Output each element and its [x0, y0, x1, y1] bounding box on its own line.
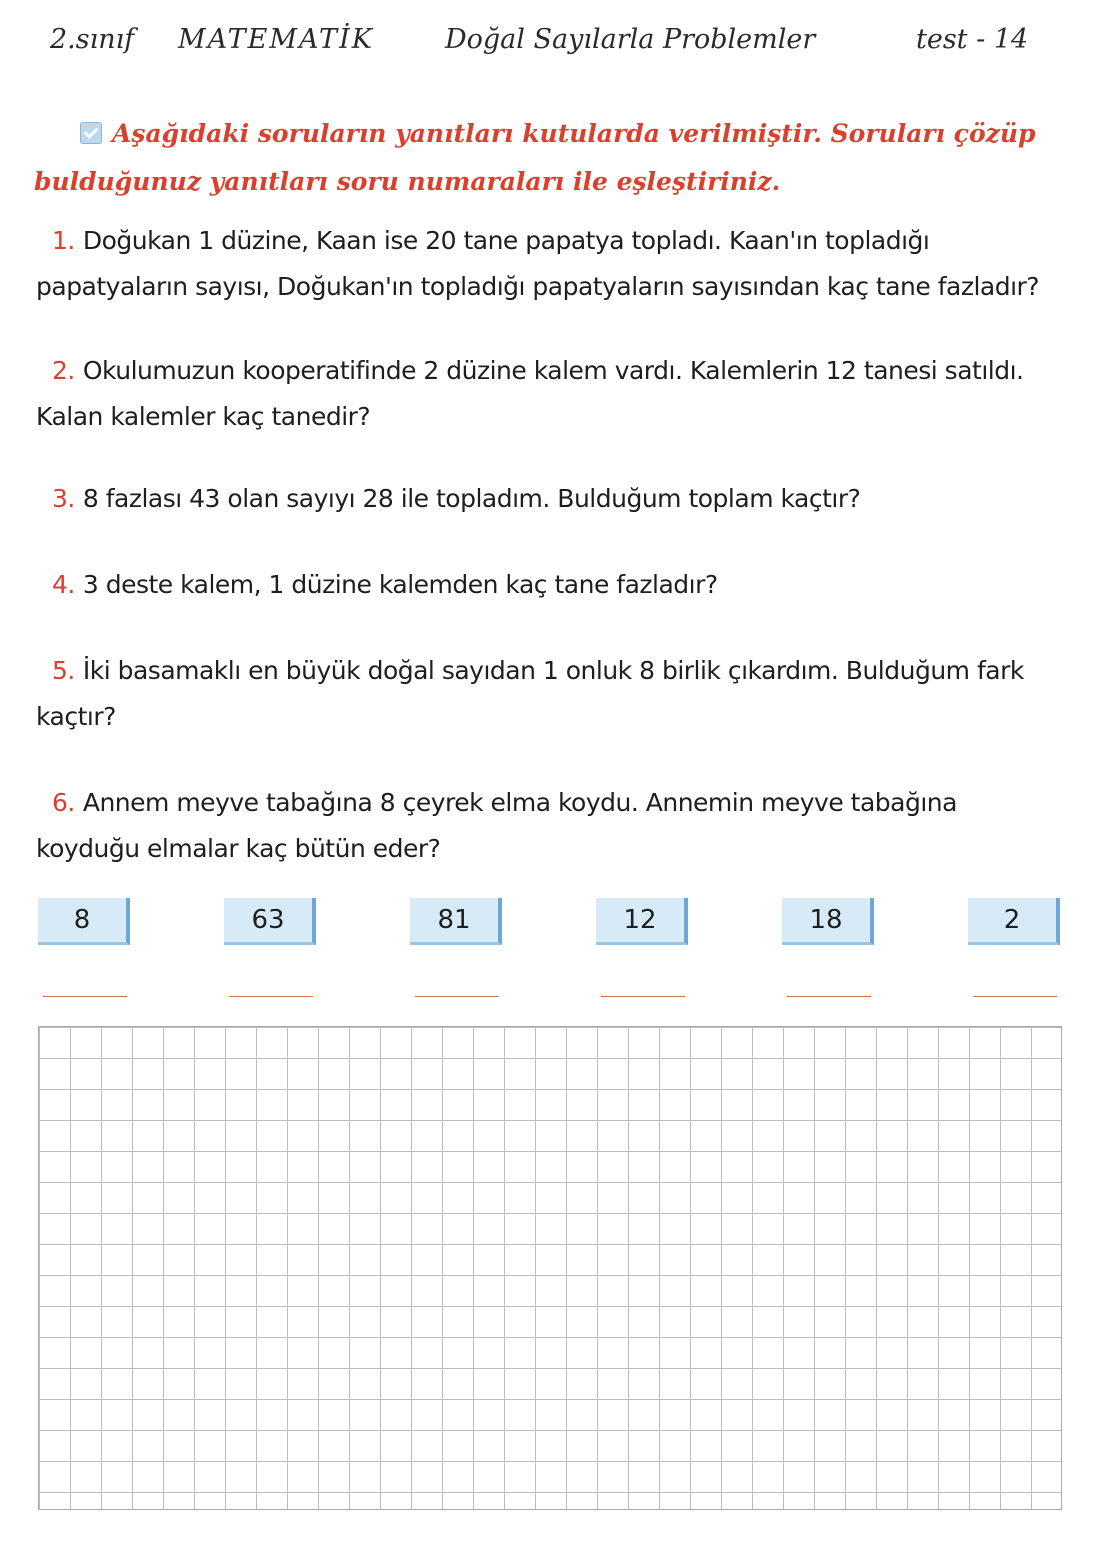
question-number: 5.: [52, 656, 75, 685]
answer-box-3: 81: [410, 898, 502, 945]
question-number: 6.: [52, 788, 75, 817]
topic-label: Doğal Sayılarla Problemler: [445, 24, 816, 55]
instruction-text: Aşağıdaki soruların yanıtları kutularda verilmiştir. Soruları çözüp bulduğunuz yanıtları soru numaraları ile eşleştiriniz.: [34, 119, 1036, 196]
answer-blank-5[interactable]: [787, 996, 871, 997]
answer-blank-4[interactable]: [601, 996, 685, 997]
subject-label: MATEMATİK: [178, 24, 374, 55]
answer-box-6: 2: [968, 898, 1060, 945]
instruction: [34, 110, 1074, 206]
question-5: [36, 648, 1066, 740]
question-6: [36, 780, 1066, 872]
question-text: Doğukan 1 düzine, Kaan ise 20 tane papatya topladı. Kaan'ın topladığı papatyaların sayısı, Doğukan'ın topladığı papatyaların sayısından kaç tane fazladır?: [36, 226, 1040, 301]
question-text: Okulumuzun kooperatifinde 2 düzine kalem vardı. Kalemlerin 12 tanesi satıldı. Kalan kalemler kaç tanedir?: [36, 356, 1024, 431]
question-number: 1.: [52, 226, 75, 255]
test-number-label: test - 14: [916, 24, 1029, 55]
question-4: [36, 562, 1066, 608]
question-text: 3 deste kalem, 1 düzine kalemden kaç tane fazladır?: [82, 570, 718, 599]
checkbox-icon: [80, 122, 102, 144]
question-number: 3.: [52, 484, 75, 513]
answer-box-2: 63: [224, 898, 316, 945]
question-number: 4.: [52, 570, 75, 599]
answer-blank-3[interactable]: [415, 996, 499, 997]
scratch-grid: [38, 1026, 1062, 1510]
question-1: [36, 218, 1066, 310]
question-text: Annem meyve tabağına 8 çeyrek elma koydu. Annemin meyve tabağına koyduğu elmalar kaç bütün eder?: [36, 788, 957, 863]
question-number: 2.: [52, 356, 75, 385]
answer-box-4: 12: [596, 898, 688, 945]
question-text: 8 fazlası 43 olan sayıyı 28 ile topladım. Bulduğum toplam kaçtır?: [82, 484, 861, 513]
answer-box-1: 8: [38, 898, 130, 945]
answer-blank-6[interactable]: [973, 996, 1057, 997]
answer-blank-1[interactable]: [43, 996, 127, 997]
page-header: [0, 24, 1104, 74]
question-text: İki basamaklı en büyük doğal sayıdan 1 onluk 8 birlik çıkardım. Bulduğum fark kaçtır?: [36, 656, 1024, 731]
question-3: [36, 476, 1066, 522]
answer-blank-2[interactable]: [229, 996, 313, 997]
question-2: [36, 348, 1066, 440]
answer-box-5: 18: [782, 898, 874, 945]
grade-label: 2.sınıf: [50, 24, 135, 55]
